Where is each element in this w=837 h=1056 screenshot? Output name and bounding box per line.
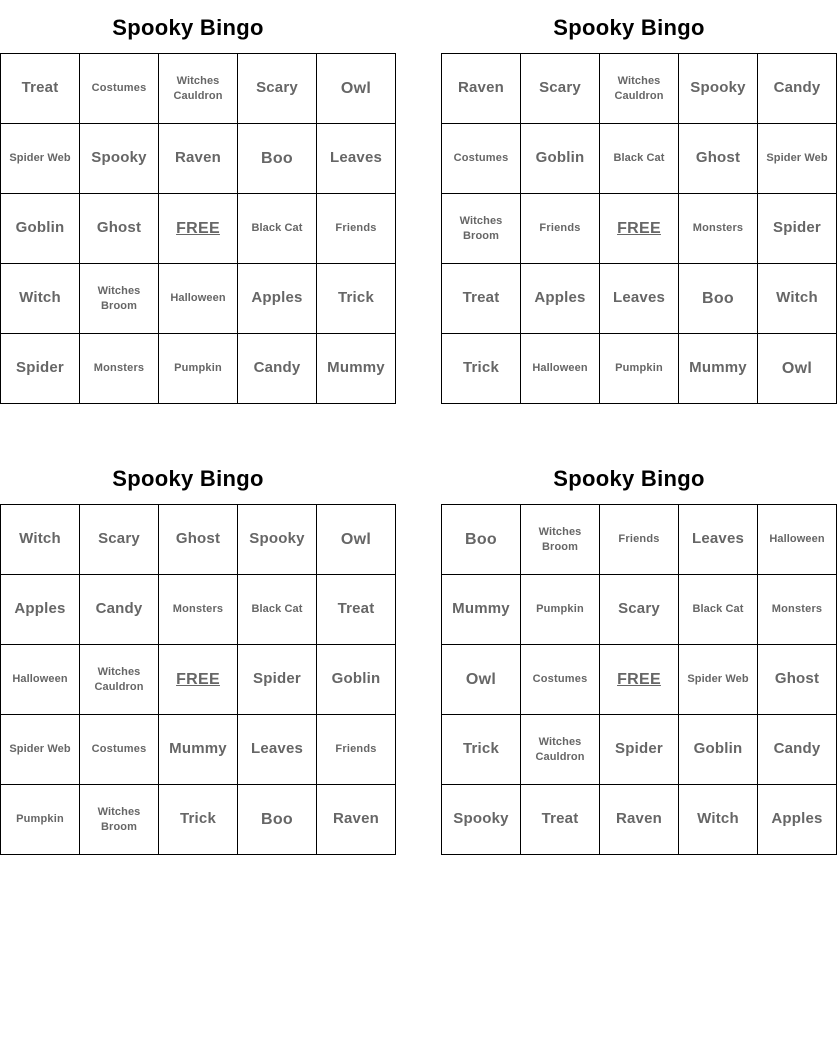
grid-cell: Witches Broom: [80, 264, 159, 334]
grid-cell: Mummy: [442, 575, 521, 645]
grid-cell: Spooky: [679, 54, 758, 124]
grid-row: [442, 715, 837, 785]
grid-row: [442, 785, 837, 855]
grid-cell: Spider: [1, 334, 80, 404]
grid-cell: Scary: [521, 54, 600, 124]
grid-cell: Friends: [317, 715, 396, 785]
grid-cell: Boo: [238, 124, 317, 194]
grid-cell: Raven: [317, 785, 396, 855]
grid-row: [1, 575, 396, 645]
grid-cell: Raven: [159, 124, 238, 194]
grid-cell: Costumes: [80, 715, 159, 785]
grid-cell: Witches Broom: [521, 505, 600, 575]
grid-cell: Halloween: [758, 505, 837, 575]
grid-cell: Leaves: [238, 715, 317, 785]
grid-cell: Apples: [521, 264, 600, 334]
grid-cell: Treat: [521, 785, 600, 855]
grid-cell: Witches Cauldron: [521, 715, 600, 785]
grid-cell: Witches Broom: [80, 785, 159, 855]
grid-cell: Treat: [442, 264, 521, 334]
grid-cell: Costumes: [442, 124, 521, 194]
grid-cell: Black Cat: [238, 575, 317, 645]
grid-cell: Trick: [442, 334, 521, 404]
grid-cell: Spider Web: [1, 715, 80, 785]
grid-cell: Monsters: [758, 575, 837, 645]
grid-cell: Scary: [80, 505, 159, 575]
grid-row: [442, 645, 837, 715]
grid-cell: Owl: [442, 645, 521, 715]
grid-row: [442, 194, 837, 264]
grid-row: [442, 264, 837, 334]
grid-cell: Witch: [1, 264, 80, 334]
grid-cell: Goblin: [317, 645, 396, 715]
grid-cell: Monsters: [159, 575, 238, 645]
bingo-card-4: [441, 459, 825, 859]
grid-row: [1, 785, 396, 855]
grid-cell: Leaves: [600, 264, 679, 334]
grid-cell: Spider: [758, 194, 837, 264]
card-title: Spooky Bingo: [553, 15, 705, 40]
grid-cell: Witches Cauldron: [600, 54, 679, 124]
grid-cell: Halloween: [1, 645, 80, 715]
grid-cell: Black Cat: [238, 194, 317, 264]
grid-cell: Owl: [317, 54, 396, 124]
bingo-grid: [441, 53, 837, 404]
grid-cell: Friends: [521, 194, 600, 264]
free-space-cell: FREE: [159, 194, 238, 264]
grid-cell: Candy: [758, 715, 837, 785]
grid-cell: Spider Web: [679, 645, 758, 715]
grid-cell: Candy: [758, 54, 837, 124]
grid-cell: Treat: [317, 575, 396, 645]
grid-row: [1, 264, 396, 334]
grid-cell: Pumpkin: [521, 575, 600, 645]
grid-cell: Witches Cauldron: [159, 54, 238, 124]
grid-row: [442, 505, 837, 575]
grid-cell: Black Cat: [600, 124, 679, 194]
grid-cell: Trick: [159, 785, 238, 855]
grid-row: [1, 124, 396, 194]
grid-cell: Owl: [758, 334, 837, 404]
bingo-card-2: [441, 8, 828, 408]
card-title: Spooky Bingo: [112, 466, 264, 491]
grid-cell: Halloween: [159, 264, 238, 334]
grid-row: [1, 505, 396, 575]
bingo-card-3: [0, 459, 381, 859]
grid-cell: Apples: [1, 575, 80, 645]
grid-cell: Boo: [679, 264, 758, 334]
grid-row: [442, 334, 837, 404]
grid-cell: Halloween: [521, 334, 600, 404]
grid-cell: Ghost: [758, 645, 837, 715]
grid-cell: Apples: [758, 785, 837, 855]
grid-cell: Spider Web: [758, 124, 837, 194]
grid-cell: Scary: [238, 54, 317, 124]
grid-cell: Spider: [600, 715, 679, 785]
bingo-grid: [0, 504, 396, 855]
grid-cell: Pumpkin: [1, 785, 80, 855]
grid-row: [442, 54, 837, 124]
grid-cell: Owl: [317, 505, 396, 575]
grid-cell: Friends: [600, 505, 679, 575]
free-space-cell: FREE: [159, 645, 238, 715]
grid-cell: Ghost: [679, 124, 758, 194]
grid-row: [1, 645, 396, 715]
grid-cell: Mummy: [679, 334, 758, 404]
grid-cell: Scary: [600, 575, 679, 645]
grid-cell: Friends: [317, 194, 396, 264]
grid-cell: Candy: [238, 334, 317, 404]
bingo-grid: [0, 53, 396, 404]
grid-cell: Spooky: [238, 505, 317, 575]
grid-cell: Trick: [442, 715, 521, 785]
grid-cell: Mummy: [317, 334, 396, 404]
grid-row: [1, 715, 396, 785]
grid-cell: Trick: [317, 264, 396, 334]
grid-cell: Goblin: [1, 194, 80, 264]
grid-row: [442, 575, 837, 645]
grid-cell: Witches Cauldron: [80, 645, 159, 715]
free-space-cell: FREE: [600, 645, 679, 715]
grid-cell: Raven: [442, 54, 521, 124]
grid-cell: Spider Web: [1, 124, 80, 194]
bingo-grid: [441, 504, 837, 855]
grid-cell: Spooky: [80, 124, 159, 194]
grid-cell: Pumpkin: [600, 334, 679, 404]
grid-row: [1, 334, 396, 404]
grid-cell: Witches Broom: [442, 194, 521, 264]
grid-cell: Witch: [1, 505, 80, 575]
grid-row: [1, 194, 396, 264]
grid-cell: Monsters: [679, 194, 758, 264]
free-space-cell: FREE: [600, 194, 679, 264]
grid-cell: Spider: [238, 645, 317, 715]
grid-cell: Leaves: [679, 505, 758, 575]
grid-cell: Candy: [80, 575, 159, 645]
card-title: Spooky Bingo: [553, 466, 705, 491]
grid-cell: Costumes: [80, 54, 159, 124]
grid-cell: Goblin: [679, 715, 758, 785]
grid-cell: Costumes: [521, 645, 600, 715]
grid-cell: Witch: [758, 264, 837, 334]
grid-cell: Raven: [600, 785, 679, 855]
grid-cell: Spooky: [442, 785, 521, 855]
grid-cell: Ghost: [80, 194, 159, 264]
grid-row: [442, 124, 837, 194]
grid-cell: Leaves: [317, 124, 396, 194]
grid-cell: Apples: [238, 264, 317, 334]
grid-cell: Monsters: [80, 334, 159, 404]
card-title: Spooky Bingo: [112, 15, 264, 40]
grid-row: [1, 54, 396, 124]
grid-cell: Ghost: [159, 505, 238, 575]
grid-cell: Black Cat: [679, 575, 758, 645]
bingo-card-1: [0, 8, 385, 408]
grid-cell: Mummy: [159, 715, 238, 785]
grid-cell: Boo: [442, 505, 521, 575]
grid-cell: Treat: [1, 54, 80, 124]
grid-cell: Witch: [679, 785, 758, 855]
grid-cell: Boo: [238, 785, 317, 855]
grid-cell: Pumpkin: [159, 334, 238, 404]
grid-cell: Goblin: [521, 124, 600, 194]
